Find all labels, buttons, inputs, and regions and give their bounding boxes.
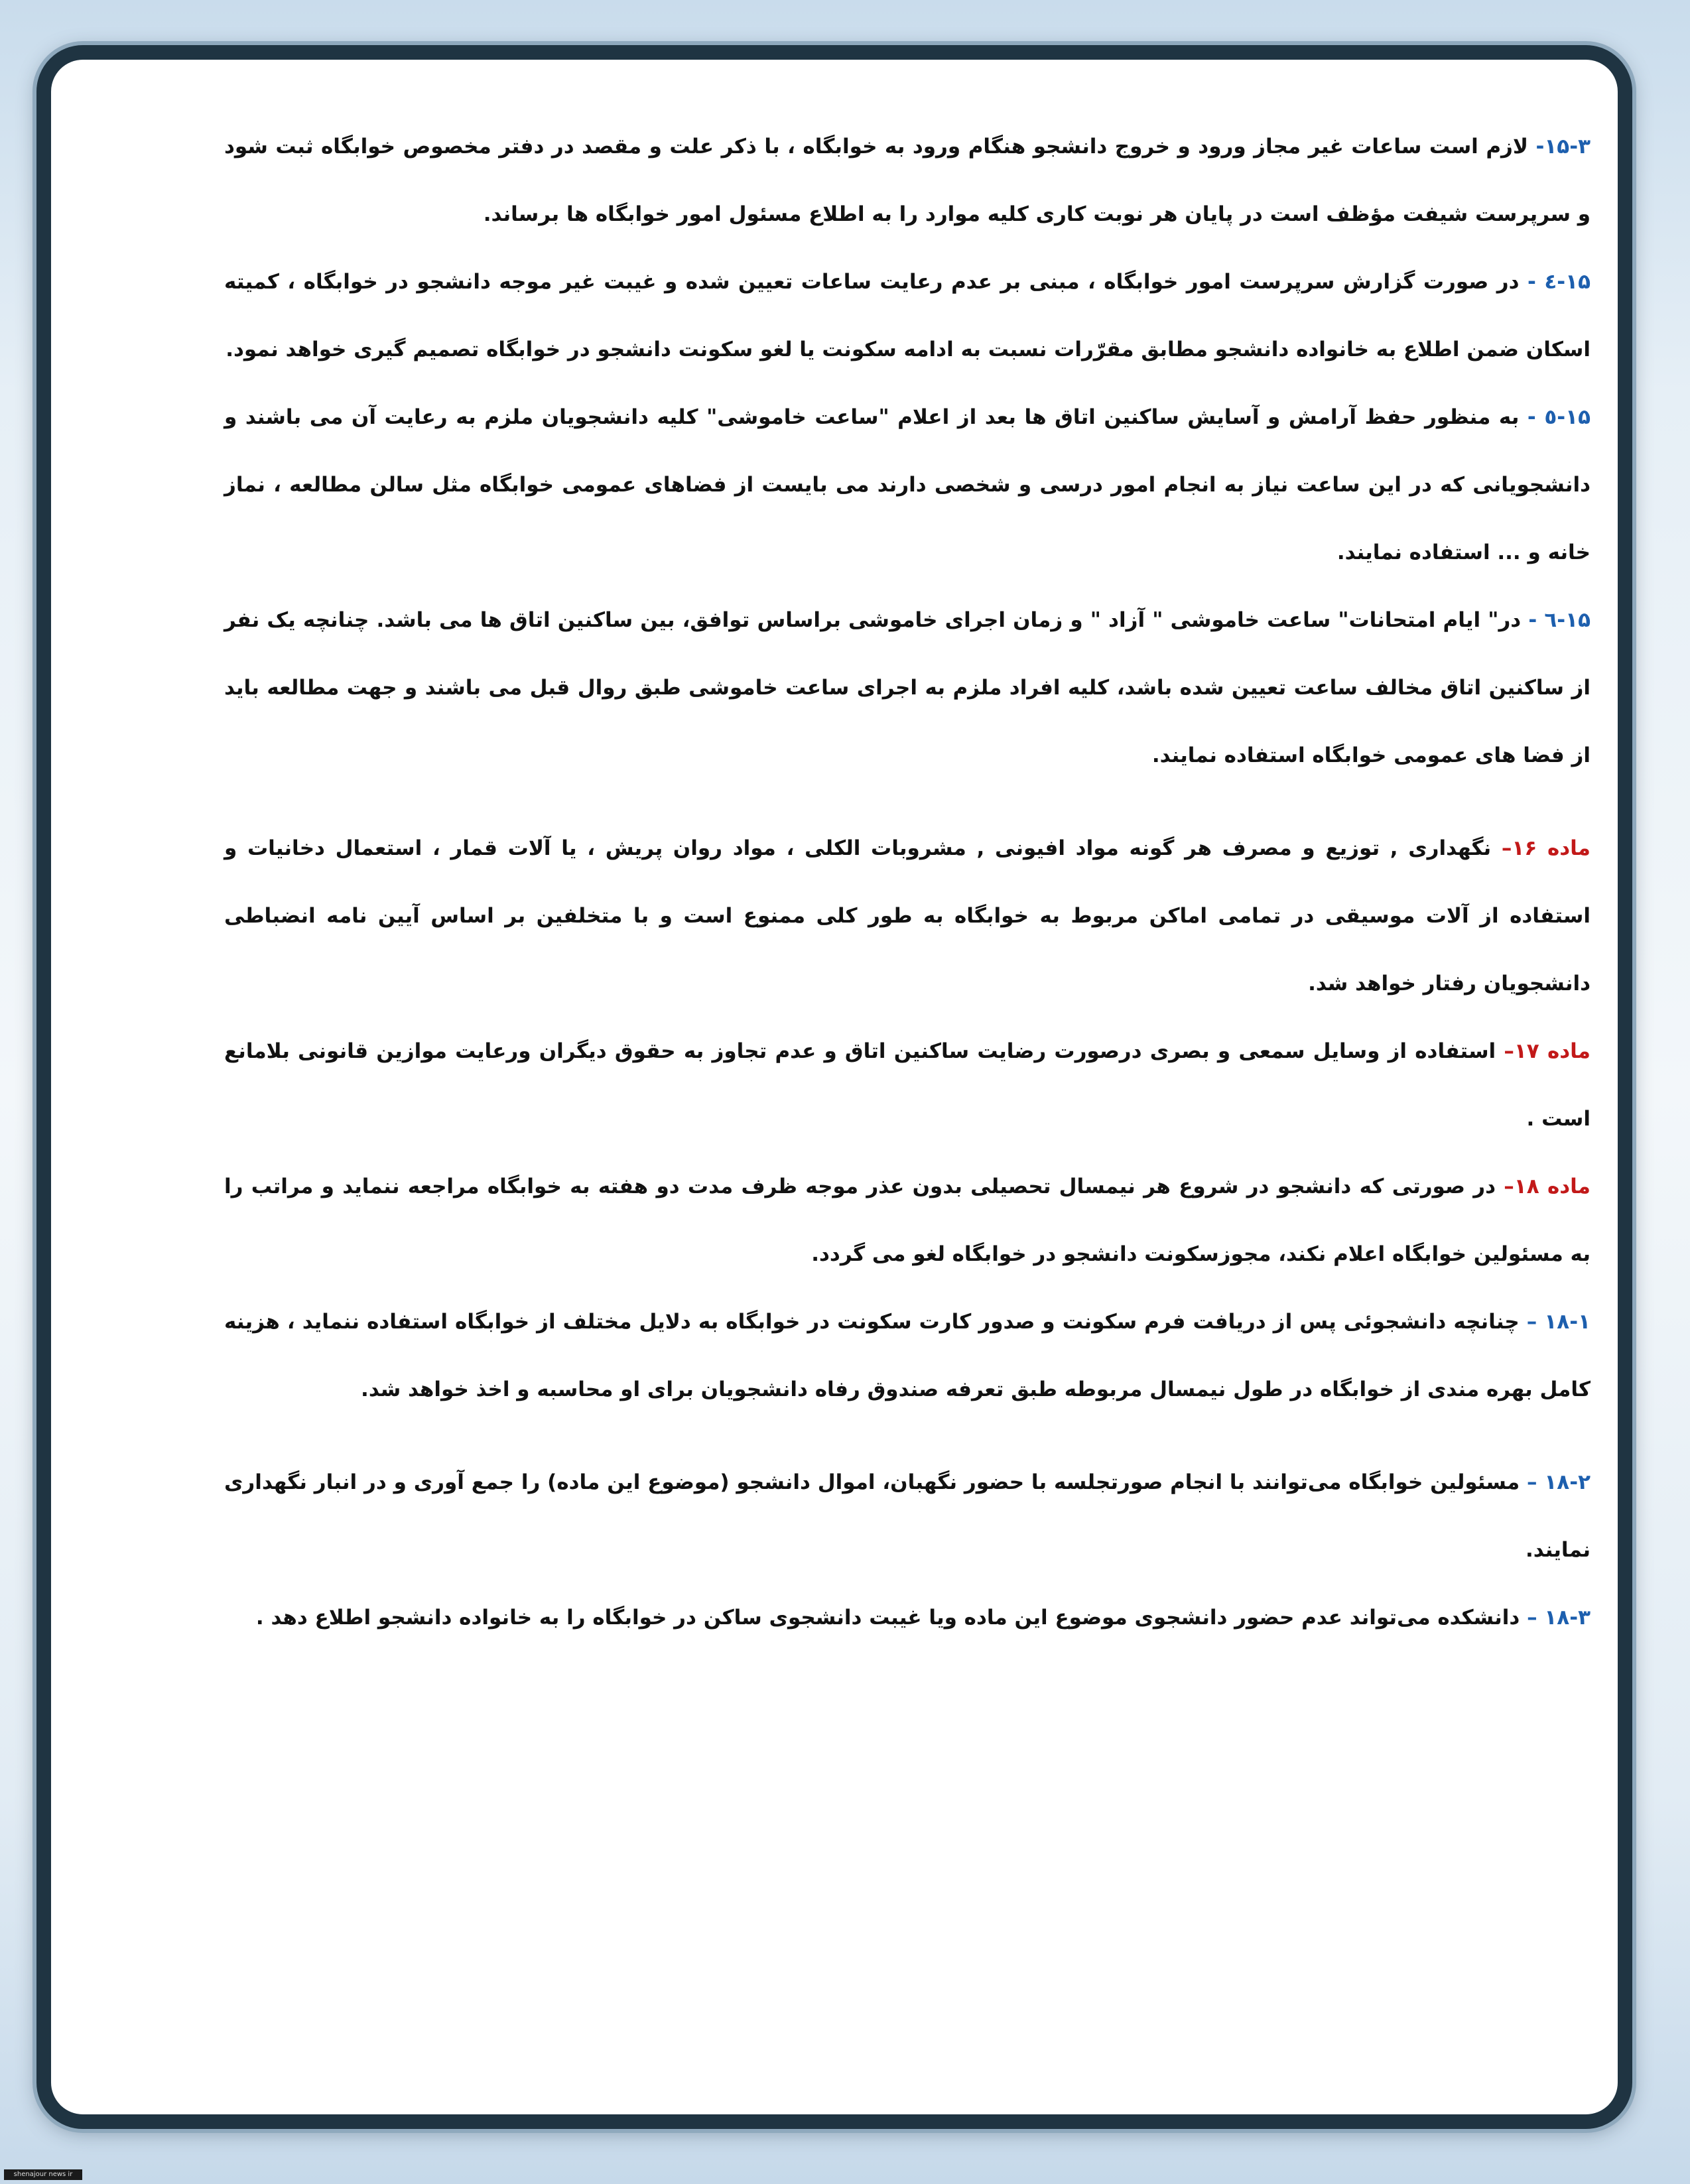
paragraph-15-3 xyxy=(224,113,1591,248)
article-18 xyxy=(224,1153,1591,1288)
clause-number: ۱۸-۱ – xyxy=(1526,1310,1591,1334)
article-17 xyxy=(224,1017,1591,1153)
article-text: استفاده از وسایل سمعی و بصری درصورت رضایت ساکنین اتاق و عدم تجاوز به حقوق دیگران ورعایت موازین قانونی بلامانع است . xyxy=(224,1039,1591,1131)
article-number: ماده ۱۶– xyxy=(1501,836,1591,860)
clause-text: به منظور حفظ آرامش و آسایش ساکنین اتاق ها بعد از اعلام "ساعت خاموشی" کلیه دانشجویان ملزم به رعایت آن می باشند و دانشجویانی که در این ساعت نیاز به انجام امور درسی و شخصی دارند می بایست از فضاهای عمومی خوابگاه مثل سالن مطالعه ، نماز خانه و ... استفاده نمایند. xyxy=(224,405,1591,564)
article-text: در صورتی که دانشجو در شروع هر نیمسال تحصیلی بدون عذر موجه ظرف مدت دو هفته به خوابگاه مراجعه ننماید و مراتب را به مسئولین خوابگاه اعلام نکند، مجوزسکونت دانشجو در خوابگاه لغو می گردد. xyxy=(224,1175,1591,1266)
clause-text: چنانچه دانشجوئی پس از دریافت فرم سکونت و صدور کارت سکونت در خوابگاه به دلایل مختلف از خوابگاه استفاده ننماید ، هزینه کامل بهره مندی از خوابگاه در طول نیمسال مربوطه طبق تعرفه صندوق رفاه دانشجویان برای او محاسبه و اخذ خواهد شد. xyxy=(224,1310,1591,1401)
clause-number: ۱۸-۲ – xyxy=(1527,1470,1591,1494)
clause-text: دانشکده می‌تواند عدم حضور دانشجوی موضوع این ماده ویا غیبت دانشجوی ساکن در خوابگاه را به خانواده دانشجو اطلاع دهد . xyxy=(255,1606,1528,1630)
clause-number: ۱۸-۳ – xyxy=(1527,1606,1591,1630)
paragraph-18-2 xyxy=(224,1448,1591,1584)
paragraph-15-5 xyxy=(224,383,1591,586)
article-16 xyxy=(224,814,1591,1017)
watermark-logo: shenajour news ir xyxy=(4,2169,82,2180)
clause-text: لازم است ساعات غیر مجاز ورود و خروج دانشجو هنگام ورود به خوابگاه ، با ذکر علت و مقصد در دفتر مخصوص خوابگاه ثبت شود و سرپرست شیفت مؤظف است در پایان هر نوبت کاری کلیه موارد را به اطلاع مسئول امور خوابگاه ها برساند. xyxy=(224,135,1591,226)
paragraph-15-6 xyxy=(224,586,1591,789)
article-number: ماده ۱۸– xyxy=(1504,1175,1591,1198)
clause-number: ۱۵-٤ - xyxy=(1528,270,1591,294)
article-number: ماده ۱۷– xyxy=(1504,1039,1591,1063)
clause-number: ۱۵-٥ - xyxy=(1527,405,1591,429)
clause-number: ۱۵-۳- xyxy=(1535,135,1591,159)
clause-text: مسئولین خوابگاه می‌توانند با انجام صورتجلسه با حضور نگهبان، اموال دانشجو (موضوع این ماده) را جمع آوری و در انبار نگهداری نمایند. xyxy=(224,1470,1591,1562)
clause-text: در" ایام امتحانات" ساعت خاموشی " آزاد " و زمان اجرای خاموشی براساس توافق، بین ساکنین اتاق ها می باشد. چنانچه یک نفر از ساکنین اتاق مخالف ساعت تعیین شده باشد، کلیه افراد ملزم به اجرای ساعت خاموشی طبق روال قبل می باشند و جهت مطالعه باید از فضا های عمومی خوابگاه استفاده نمایند. xyxy=(224,608,1591,767)
paragraph-18-3 xyxy=(224,1584,1591,1651)
clause-text: در صورت گزارش سرپرست امور خوابگاه ، مبنی بر عدم رعایت ساعات تعیین شده و غیبت غیر موجه دانشجو در خوابگاه ، کمیته اسکان ضمن اطلاع به خانواده دانشجو مطابق مقرّرات نسبت به ادامه سکونت یا لغو سکونت دانشجو در خوابگاه تصمیم گیری خواهد نمود. xyxy=(224,270,1591,361)
paragraph-15-4 xyxy=(224,248,1591,383)
clause-number: ۱۵-٦ - xyxy=(1528,608,1591,632)
paragraph-18-1 xyxy=(224,1288,1591,1423)
document-body xyxy=(224,113,1591,1651)
article-text: نگهداری , توزیع و مصرف هر گونه مواد افیونی , مشروبات الکلی ، مواد روان پریش ، یا آلات قمار ، استعمال دخانیات و استفاده از آلات موسیقی در تمامی اماکن مربوط به خوابگاه به طور کلی ممنوع است و با متخلفین بر اساس آیین نامه انضباطی دانشجویان رفتار خواهد شد. xyxy=(224,836,1591,996)
